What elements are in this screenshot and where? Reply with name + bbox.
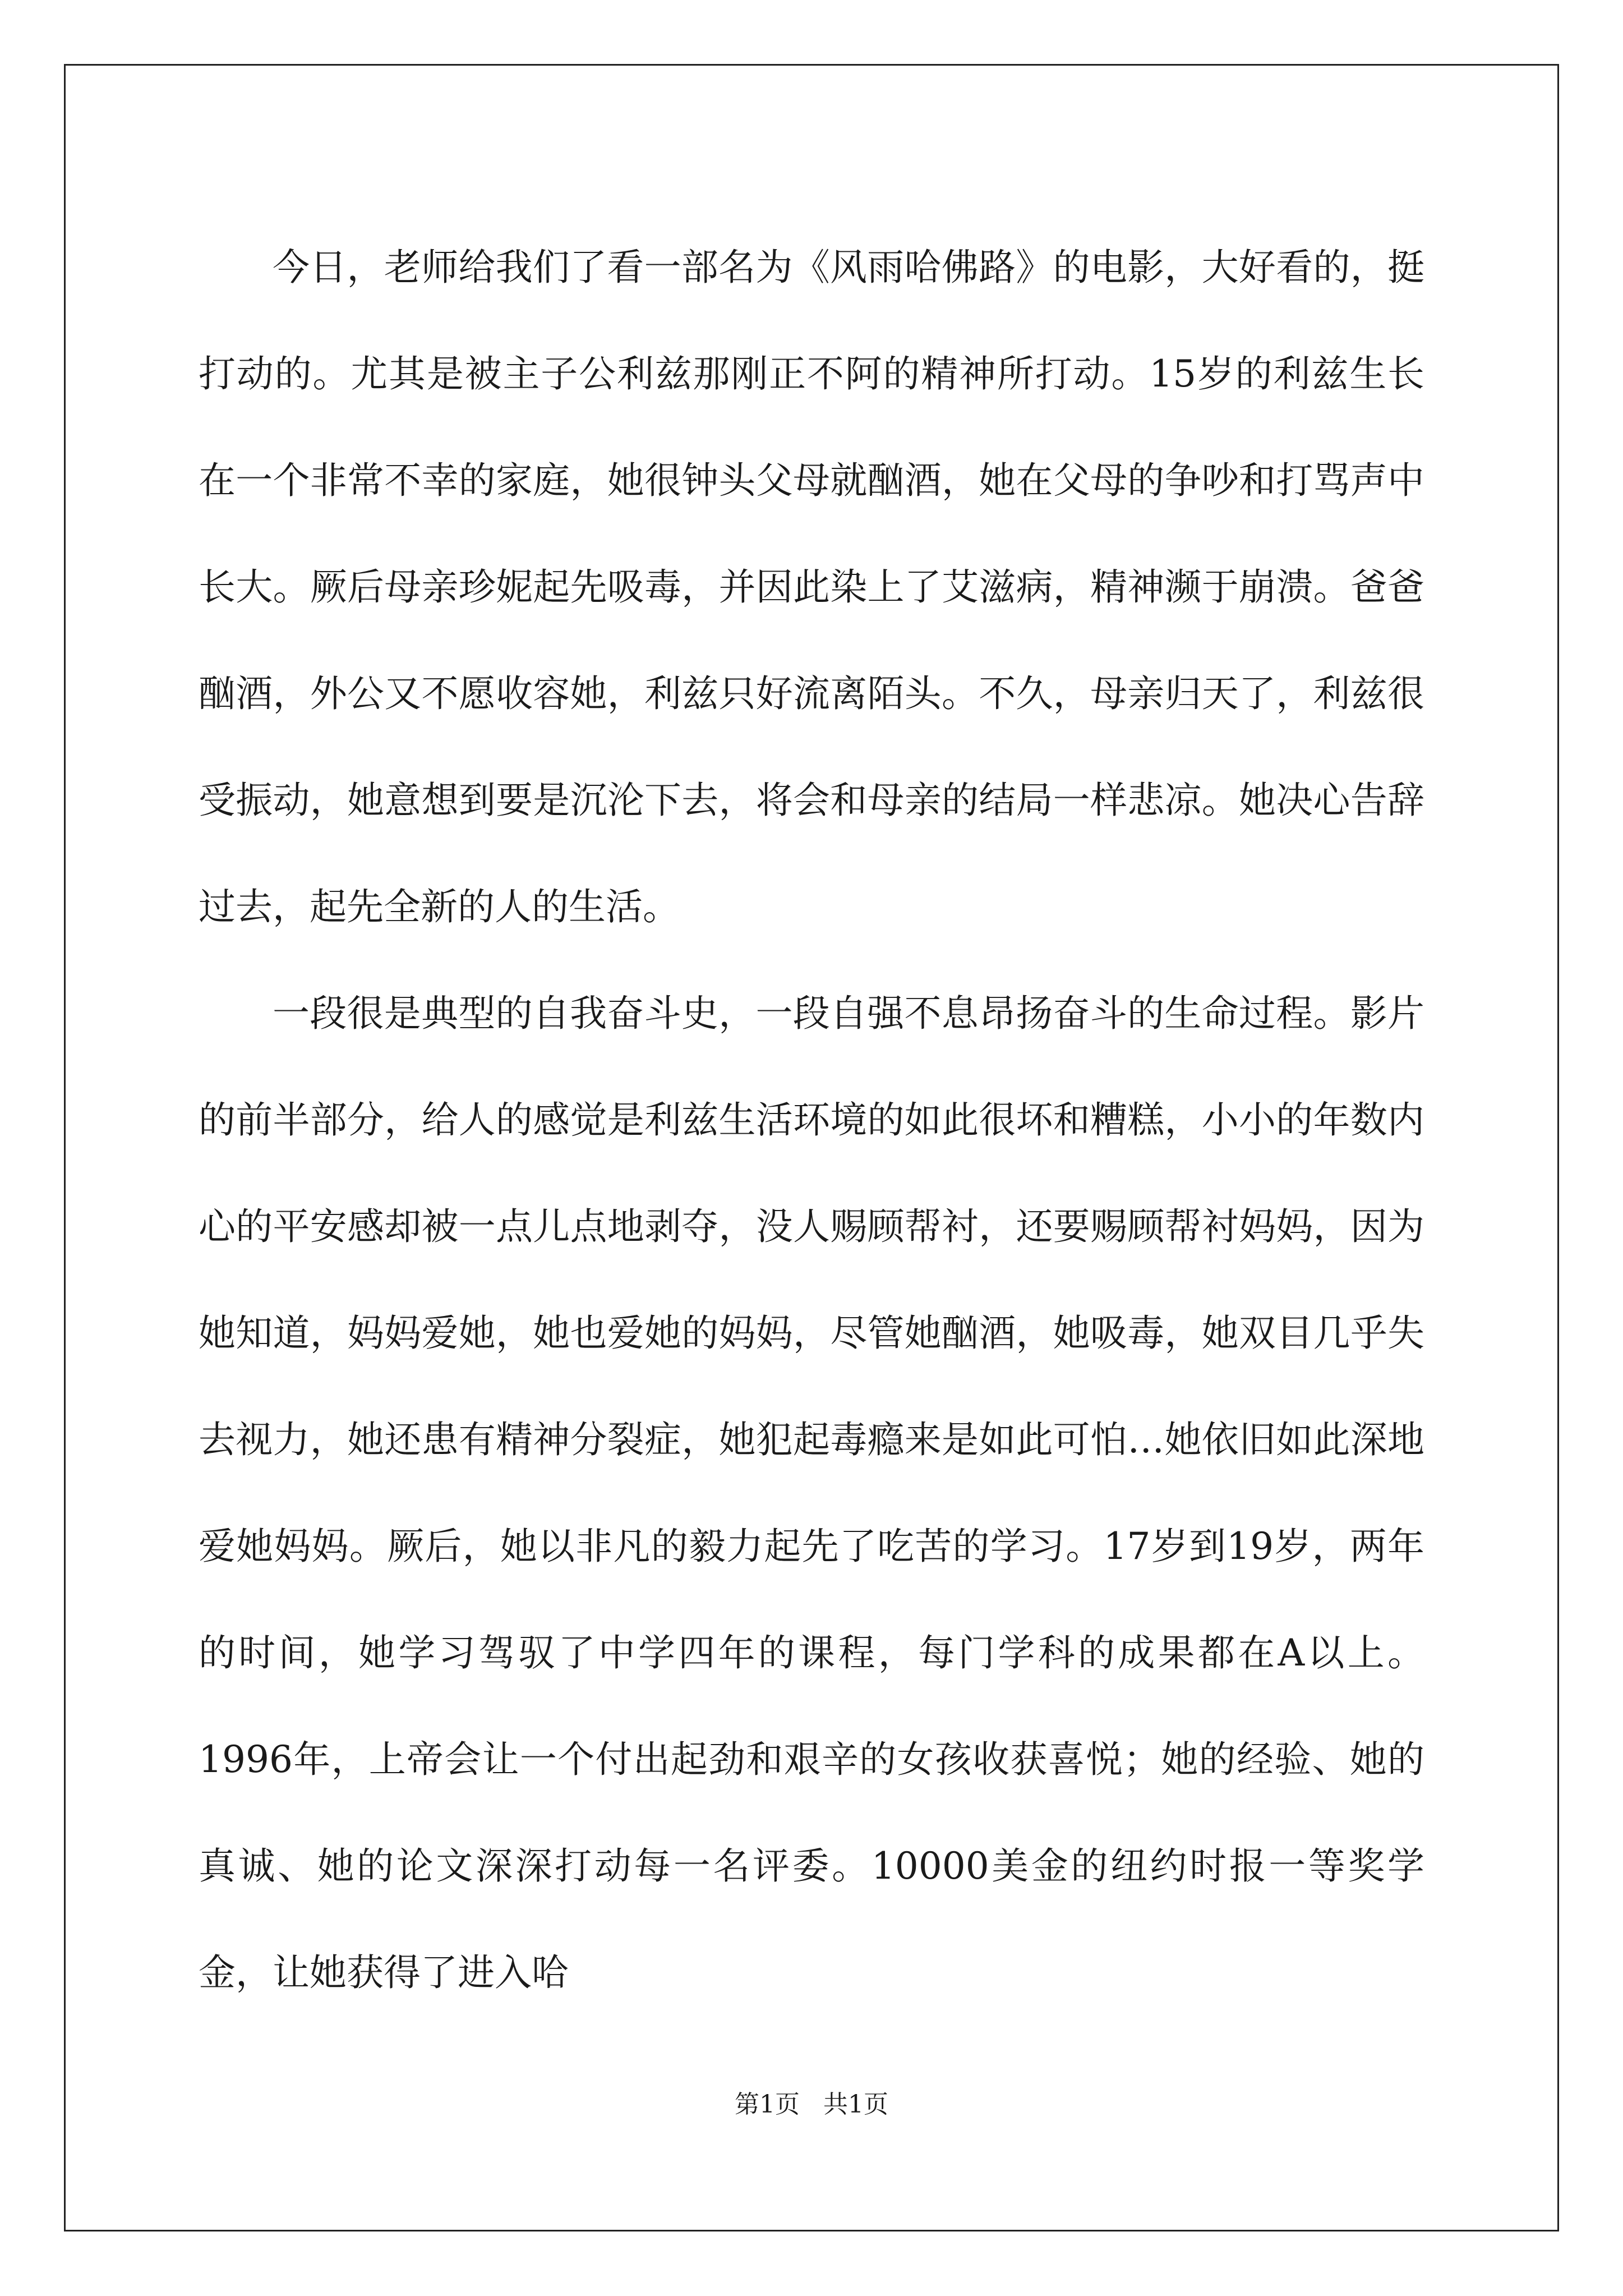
page-footer	[0, 2088, 1623, 2122]
page-number: 第1页	[735, 2090, 800, 2119]
document-body	[199, 214, 1424, 2026]
page-total: 共1页	[823, 2090, 888, 2119]
paragraph-2: 一段很是典型的自我奋斗史，一段自强不息昂扬奋斗的生命过程。影片的前半部分，给人的感觉是利兹生活环境的如此很坏和糟糕，小小的年数内心的平安感却被一点儿点地剥夺，没人赐顾帮衬，还要赐顾帮衬妈妈，因为她知道，妈妈爱她，她也爱她的妈妈，尽管她酗酒，她吸毒，她双目几乎失去视力，她还患有精神分裂症，她犯起毒瘾来是如此可怕…她依旧如此深地爱她妈妈。厥后，她以非凡的毅力起先了吃苦的学习。17岁到19岁，两年的时间，她学习驾驭了中学四年的课程，每门学科的成果都在A以上。1996年，上帝会让一个付出起劲和艰辛的女孩收获喜悦；她的经验、她的真诚、她的论文深深打动每一名评委。10000美金的纽约时报一等奖学金，让她获得了进入哈	[199, 992, 1424, 1994]
paragraph-1: 今日，老师给我们了看一部名为《风雨哈佛路》的电影，大好看的，挺打动的。尤其是被主子公利兹那刚正不阿的精神所打动。15岁的利兹生长在一个非常不幸的家庭，她很钟头父母就酗酒，她在父母的争吵和打骂声中长大。厥后母亲珍妮起先吸毒，并因此染上了艾滋病，精神濒于崩溃。爸爸酗酒，外公又不愿收容她，利兹只好流离陌头。不久，母亲归天了，利兹很受振动，她意想到要是沉沦下去，将会和母亲的结局一样悲凉。她决心告辞过去，起先全新的人的生活。	[199, 246, 1424, 928]
